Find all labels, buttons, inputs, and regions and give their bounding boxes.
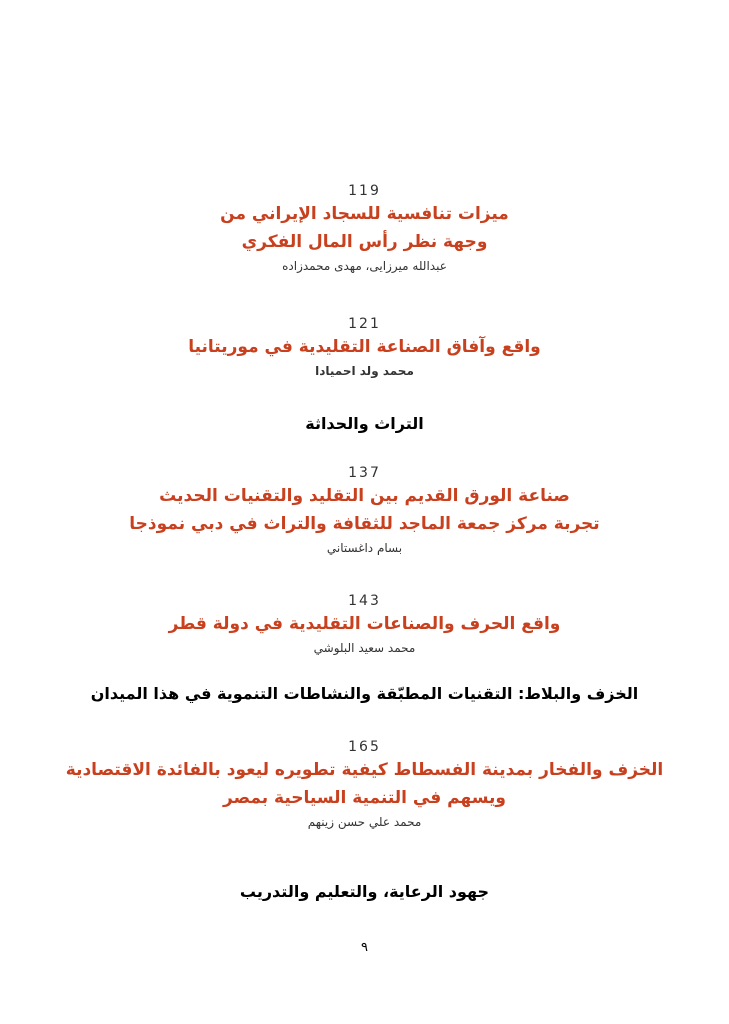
entry-title-line[interactable]: الخزف والفخار بمدينة الفسطاط كيفية تطويره ليعود بالفائدة الاقتصادية bbox=[65, 760, 664, 780]
entry-title-line[interactable]: ويسهم في التنمية السياحية بمصر bbox=[223, 788, 506, 808]
entry-title-line[interactable]: وجهة نظر رأس المال الفكري bbox=[241, 232, 488, 252]
page-number: 137 bbox=[348, 465, 381, 481]
page-number: 165 bbox=[348, 739, 381, 755]
entry-title-line[interactable]: ميزات تنافسية للسجاد الإيراني من bbox=[220, 204, 509, 224]
entry-title-line[interactable]: تجربة مركز جمعة الماجد للثقافة والتراث في دبي نموذجا bbox=[129, 514, 600, 534]
toc-entry bbox=[40, 464, 689, 558]
entry-title-line[interactable]: واقع وآفاق الصناعة التقليدية في موريتانيا bbox=[188, 337, 541, 357]
entry-title-line[interactable]: صناعة الورق القديم بين التقليد والتقنيات الحديث bbox=[159, 486, 570, 506]
section-heading: الخزف والبلاط: التقنيات المطبّقة والنشاطات التنموية في هذا الميدان bbox=[90, 684, 639, 703]
section-heading: جهود الرعاية، والتعليم والتدريب bbox=[239, 882, 490, 901]
toc-entry bbox=[40, 182, 689, 276]
section-heading: التراث والحداثة bbox=[305, 414, 424, 433]
entry-author: عبدالله ميرزايى، مهدى محمدزاده bbox=[282, 259, 447, 273]
page-number: 121 bbox=[348, 316, 381, 332]
entry-author: محمد علي حسن زينهم bbox=[307, 815, 422, 829]
page-number: 119 bbox=[348, 183, 381, 199]
entry-author: بسام داغستاني bbox=[326, 541, 403, 555]
toc-entry bbox=[40, 315, 689, 381]
entry-title-line[interactable]: واقع الحرف والصناعات التقليدية في دولة قطر bbox=[168, 614, 561, 634]
footer-page-number: ٩ bbox=[361, 940, 368, 955]
entry-author: محمد ولد احميادا bbox=[315, 364, 414, 378]
toc-entry bbox=[40, 592, 689, 658]
toc-entry bbox=[40, 738, 689, 832]
page-number: 143 bbox=[348, 593, 381, 609]
entry-author: محمد سعيد البلوشي bbox=[313, 641, 416, 655]
